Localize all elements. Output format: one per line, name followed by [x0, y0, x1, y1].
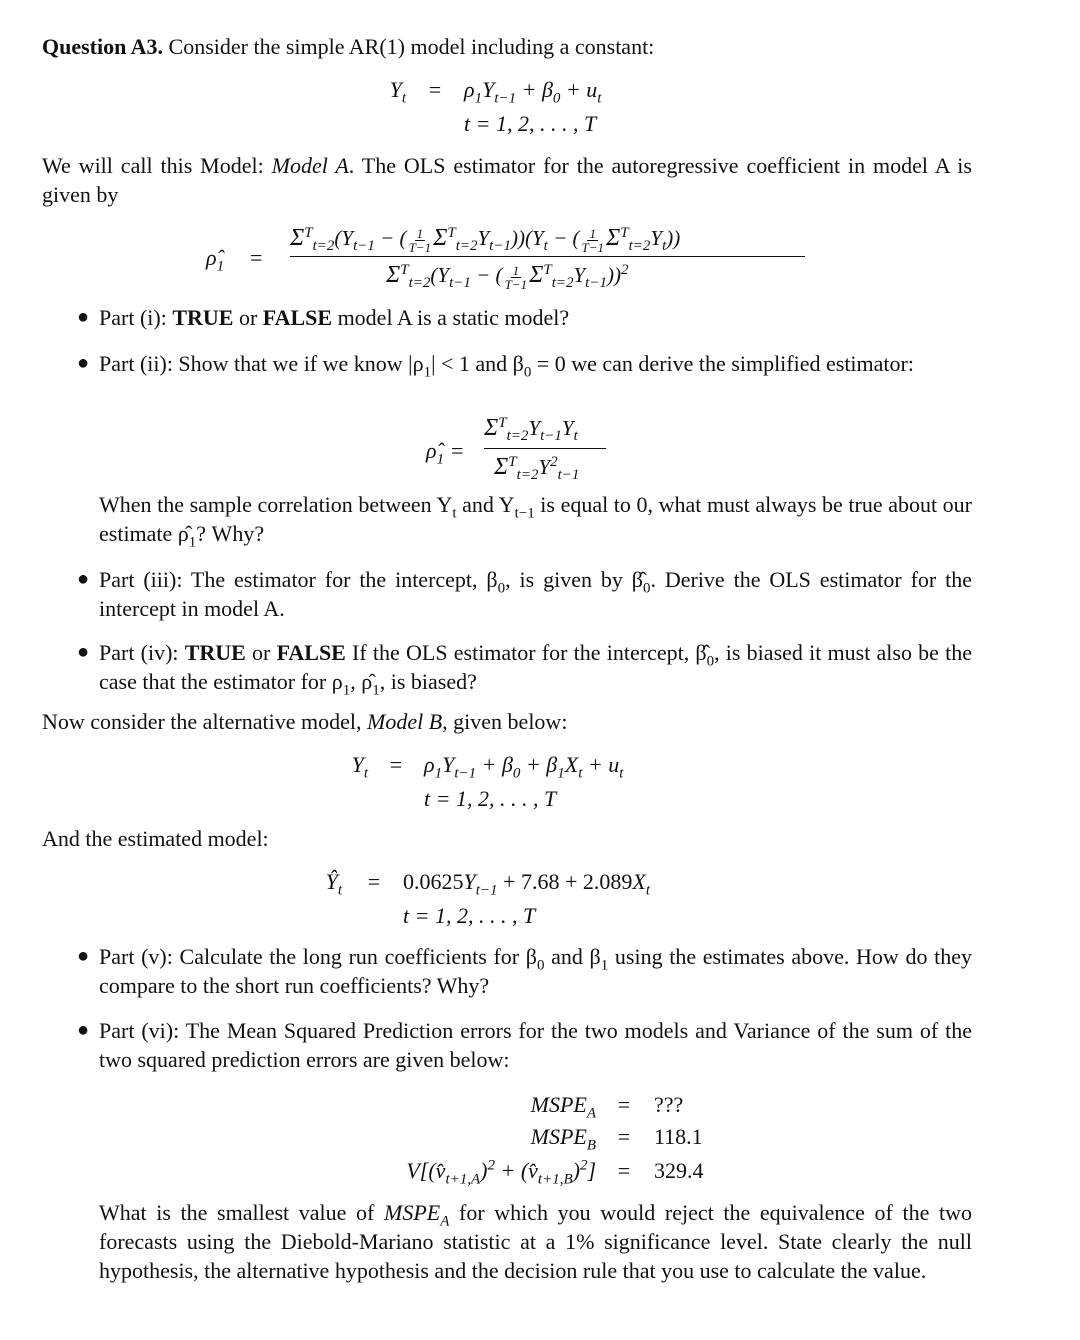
- question-intro-text: Consider the simple AR(1) model including a constant:: [168, 34, 655, 59]
- part-v: Part (v): Calculate the long run coefficients for $\beta_0$ and $\beta_1$ using the estimates above. How do they compare to the short run coefficients? Why?: [99, 944, 972, 998]
- model-a-name: Model A: [271, 153, 349, 178]
- part-ii-followup: When the sample correlation between $Y_t$ and $Y_{t-1}$ is equal to 0, what must always be true about our estimate $\rhô_1$? Why?: [99, 492, 972, 551]
- mspe-b-value: 118.1: [654, 1124, 703, 1149]
- part-ii: Part (ii): Show that we if we know $|\rho_1| < 1$ and $\beta_0 = 0$ we can derive the simplified estimator:: [99, 351, 914, 381]
- model-b-index: t = 1, 2, . . . , T: [424, 786, 557, 811]
- coef-rho: 0.0625: [403, 869, 464, 894]
- part-i: Part (i): TRUE or FALSE model A is a static model?: [99, 305, 570, 330]
- estimated-index: t = 1, 2, . . . , T: [403, 903, 536, 928]
- part-vi-final: What is the smallest value of $MSPE_A$ for which you would reject the equivalence of the two forecasts using the Diebold-Mariano statistic at a 1% significance level. State clearly the null hypothesis, the alternative hypothesis and the decision rule that you use to calculate the value.: [99, 1200, 972, 1283]
- bullet-part-vi: ●: [77, 1019, 90, 1041]
- model-a-index: t = 1, 2, . . . , T: [464, 111, 597, 136]
- bullet-part-v: ●: [77, 945, 90, 967]
- part-iv: Part (iv): TRUE or FALSE If the OLS estimator for the intercept, $\betâ_0$, is biased it must also be the case that the estimator for $\rho_1$, $\rhô_1$, is biased?: [99, 640, 972, 699]
- bullet-part-i: ●: [77, 306, 90, 328]
- coef-b1: 2.089: [582, 869, 633, 894]
- bullet-part-ii: ●: [77, 352, 90, 374]
- mspe-a-value: ???: [654, 1092, 684, 1117]
- question-intro: [42, 32, 972, 61]
- bullet-part-iv: ●: [77, 641, 90, 663]
- variance-value: 329.4: [654, 1158, 704, 1183]
- part-iii: Part (iii): The estimator for the intercept, $\beta_0$, is given by $\betâ_0$. Derive the OLS estimator for the intercept in model A.: [99, 567, 972, 621]
- model-b-intro: Now consider the alternative model, Model B, given below:: [42, 709, 568, 734]
- model-a-description: We will call this Model: Model A. The OLS estimator for the autoregressive coefficient in model A is given by: [42, 153, 972, 207]
- estimated-model-intro: And the estimated model:: [42, 826, 269, 851]
- part-vi: Part (vi): The Mean Squared Prediction errors for the two models and Variance of the sum of the two squared prediction errors are given below:: [99, 1018, 972, 1072]
- question-label: Question A3.: [42, 34, 164, 59]
- bullet-part-iii: ●: [77, 568, 90, 590]
- coef-b0: 7.68: [520, 869, 560, 894]
